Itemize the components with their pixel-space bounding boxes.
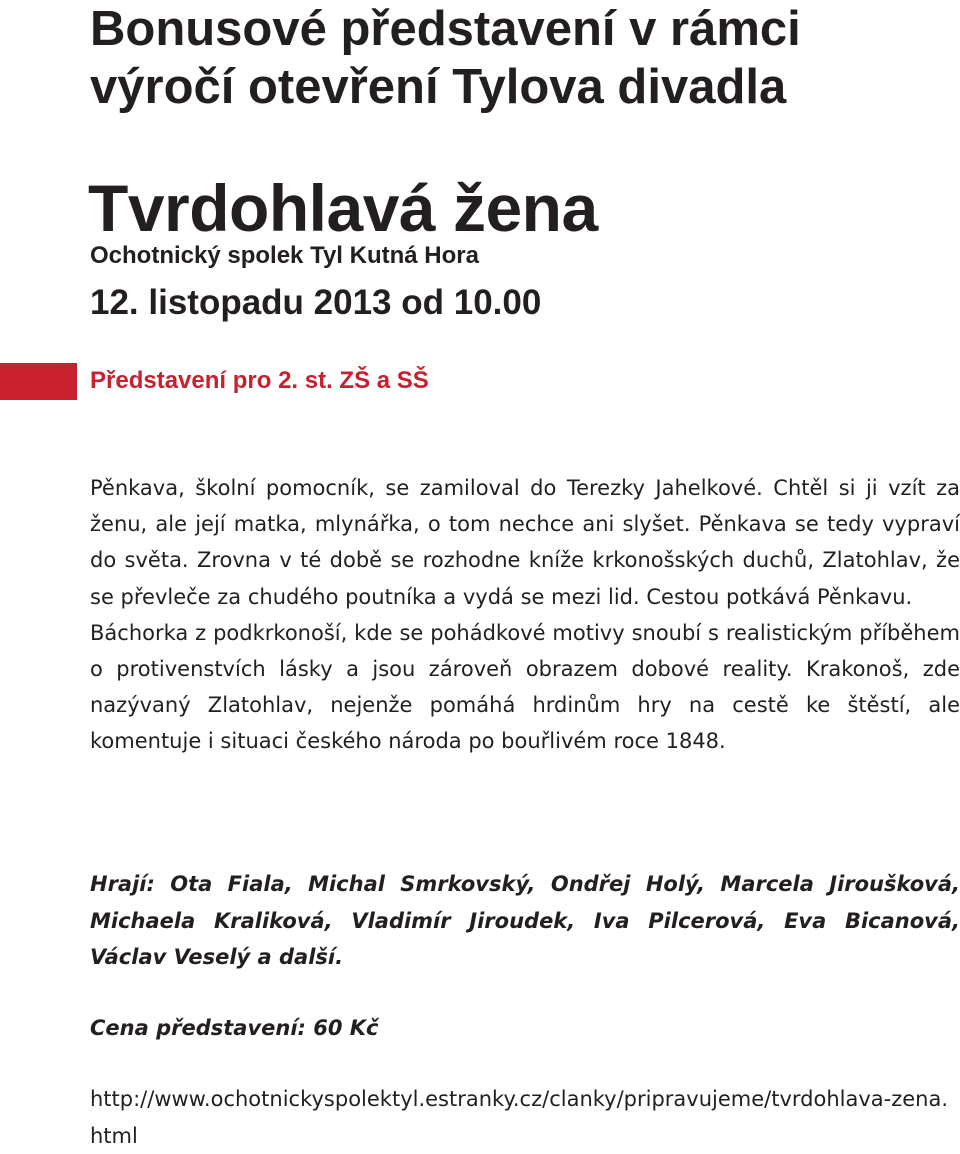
synopsis [90, 470, 960, 760]
performance-date: 12. listopadu 2013 od 10.00 [90, 283, 542, 322]
audience-note: Představení pro 2. st. ZŠ a SŠ [90, 367, 429, 394]
play-title: Tvrdohlavá žena [88, 171, 598, 245]
cast-list: Hrají: Ota Fiala, Michal Smrkovský, Ondřej Holý, Marcela Jiroušková, Michaela Kraliková, Vladimír Jiroudek, Iva Pilcerová, Eva Bicanová, Václav Veselý a další. [90, 872, 960, 969]
source-url[interactable]: http://www.ochotnickyspolektyl.estranky.cz/clanky/pripravujeme/tvrdohlava-zena.html [90, 1087, 949, 1148]
synopsis-paragraph-1: Pěnkava, školní pomocník, se zamiloval do Terezky Jahelkové. Chtěl si ji vzít za ženu, ale její matka, mlynářka, o tom nechce ani slyšet. Pěnkava se tedy vypraví do světa. Zrovna v té době se rozhodne kníže krkonošských duchů, Zlatohlav, že se převleče za chudého poutníka a vydá se mezi lid. Cestou potkává Pěnkavu. [90, 476, 960, 609]
synopsis-paragraph-2: Báchorka z podkrkonoší, kde se pohádkové motivy snoubí s realistickým příběhem o protivenstvích lásky a jsou zároveň obrazem dobové reality. Krakonoš, zde nazývaný Zlatohlav, nejenže pomáhá hrdinům hry na cestě ke štěstí, ale komentuje i situaci českého národa po bouřlivém roce 1848. [90, 620, 960, 754]
ticket-price: Cena představení: 60 Kč [90, 1016, 379, 1040]
headline: Bonusové představení v rámci výročí otevření Tylova divadla [90, 2, 801, 114]
theatre-company: Ochotnický spolek Tyl Kutná Hora [90, 242, 479, 269]
accent-bar [0, 363, 77, 400]
